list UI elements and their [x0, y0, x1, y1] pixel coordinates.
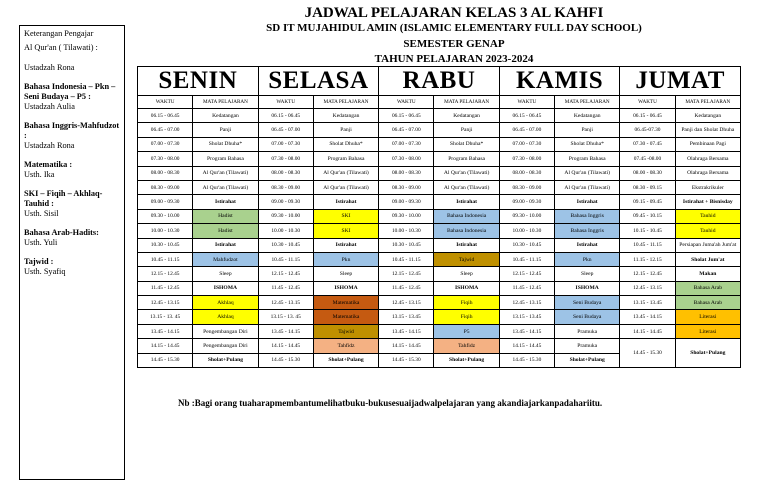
- schedule-table: [137, 66, 741, 368]
- time-cell: 10.30 - 10.45: [499, 238, 554, 252]
- subject-cell: Al Qur'an (Tilawati): [434, 180, 499, 194]
- subject-cell: Sholat+Pulang: [193, 353, 258, 367]
- subject-cell: Program Bahasa: [193, 152, 258, 166]
- subject-cell: Pengembangan Diri: [193, 339, 258, 353]
- teacher-name: Ustadzah Rona: [24, 63, 75, 72]
- time-cell: 07.30 - 08.00: [499, 152, 554, 166]
- subject-cell: Sholat Dhuha*: [434, 137, 499, 151]
- time-cell: 11.45 - 12.45: [379, 281, 434, 295]
- subject-cell: Pramuka: [555, 339, 620, 353]
- subject-cell: Mahfudzot: [193, 252, 258, 266]
- time-column-header: WAKTU: [138, 96, 193, 109]
- time-cell: 06.45 - 07.00: [499, 123, 554, 137]
- time-cell: 06.15 - 06.45: [258, 109, 313, 123]
- subject-cell: Ekstrakrikuler: [675, 180, 740, 194]
- time-column-header: WAKTU: [499, 96, 554, 109]
- subject-column-header: MATA PELAJARAN: [675, 96, 740, 109]
- subject-cell: Istirahat: [555, 195, 620, 209]
- subject-cell: ISHOMA: [193, 281, 258, 295]
- subject-cell: Makan: [675, 267, 740, 281]
- time-cell: 11.45 - 12.45: [138, 281, 193, 295]
- table-row: [138, 180, 741, 194]
- subject-cell: Tahfidz: [313, 339, 378, 353]
- time-cell: 08.30 - 09.00: [258, 180, 313, 194]
- subject-cell: Pkn: [555, 252, 620, 266]
- subject-column-header: MATA PELAJARAN: [193, 96, 258, 109]
- teacher-name: Ustadzah Rona: [24, 141, 75, 150]
- table-row: [138, 252, 741, 266]
- subject-cell: Al Qur'an (Tilawati): [555, 180, 620, 194]
- time-cell: 10.00 - 10.30: [258, 224, 313, 238]
- subject-cell: Pkn: [313, 252, 378, 266]
- teacher-name: Usth. Syafiq: [24, 267, 66, 276]
- subject-cell: Literasi: [675, 310, 740, 324]
- time-cell: 06.45 - 07.00: [138, 123, 193, 137]
- subject-cell: Istirahat: [193, 238, 258, 252]
- time-cell: 07.00 - 07.30: [258, 137, 313, 151]
- time-cell: 10.45 - 11.15: [379, 252, 434, 266]
- time-cell: 14.15 - 14.45: [379, 339, 434, 353]
- time-cell: 13.45 - 14.15: [620, 310, 675, 324]
- time-cell: 07.00 - 07.30: [379, 137, 434, 151]
- subject-cell: Sholat Dhuha*: [193, 137, 258, 151]
- time-cell: 09.30 - 10.00: [499, 209, 554, 223]
- table-row: [138, 224, 741, 238]
- subject-cell: Pengembangan Diri: [193, 324, 258, 338]
- time-cell: 10.45 - 11.15: [138, 252, 193, 266]
- subject-cell: Matematika: [313, 310, 378, 324]
- subject-column-header: MATA PELAJARAN: [313, 96, 378, 109]
- table-row: [138, 324, 741, 338]
- time-cell: 08.00 - 08.30: [138, 166, 193, 180]
- subject-cell: Istirahat: [193, 195, 258, 209]
- subject-cell: P5: [434, 324, 499, 338]
- subject-cell: Seni Budaya: [555, 296, 620, 310]
- parent-note: Nb :Bagi orang tuaharapmembantumelihatbuku-bukusesuaijadwalpelajaran yang akandiajarkanpadahariitu.: [178, 398, 603, 408]
- time-column-header: WAKTU: [258, 96, 313, 109]
- subject-cell: Program Bahasa: [434, 152, 499, 166]
- subject-cell: Istirahat: [434, 238, 499, 252]
- subject-cell: Olahraga Bersama: [675, 152, 740, 166]
- time-cell: 08.30 - 09.00: [379, 180, 434, 194]
- day-header: KAMIS: [499, 67, 620, 96]
- subject-cell: Fiqih: [434, 296, 499, 310]
- subject-cell: Matematika: [313, 296, 378, 310]
- table-row: [138, 238, 741, 252]
- table-row: [138, 209, 741, 223]
- teacher-name: Usth. Ika: [24, 170, 55, 179]
- teacher-subject: Al Qur'an ( Tilawati) :: [24, 43, 98, 52]
- subject-cell: Bahasa Indonesia: [434, 209, 499, 223]
- subject-cell: Olahraga Bersama: [675, 166, 740, 180]
- time-cell: 06.45 - 07.00: [258, 123, 313, 137]
- subject-cell: Kedatangan: [675, 109, 740, 123]
- subject-cell: Hadist: [193, 209, 258, 223]
- subject-cell: Hadist: [193, 224, 258, 238]
- time-cell: 14.45 - 15.30: [499, 353, 554, 367]
- subject-cell: Program Bahasa: [313, 152, 378, 166]
- subject-cell: Panji: [313, 123, 378, 137]
- time-cell: 09.00 - 09.30: [379, 195, 434, 209]
- subject-cell: Bahasa Arab: [675, 296, 740, 310]
- subject-cell: Fiqih: [434, 310, 499, 324]
- subject-cell: Al Qur'an (Tilawati): [313, 166, 378, 180]
- time-cell: 09.30 - 10.00: [258, 209, 313, 223]
- subject-cell: Istirahat: [434, 195, 499, 209]
- teacher-subject: SKI – Fiqih – Akhlaq- Tauhid :: [24, 189, 103, 208]
- subject-cell: Tahfidz: [434, 339, 499, 353]
- time-cell: 09.00 - 09.30: [499, 195, 554, 209]
- day-header: RABU: [379, 67, 500, 96]
- time-cell: 06.45-07.30: [620, 123, 675, 137]
- subject-cell: Akhlaq: [193, 296, 258, 310]
- subject-cell: Al Qur'an (Tilawati): [313, 180, 378, 194]
- time-cell: 13.15 - 13. 45: [138, 310, 193, 324]
- subject-cell: Sholat+Pulang: [675, 339, 740, 368]
- subject-cell: Panji: [434, 123, 499, 137]
- table-row: [138, 310, 741, 324]
- time-cell: 08.30 - 09.00: [499, 180, 554, 194]
- day-header: SENIN: [138, 67, 259, 96]
- subject-cell: Sleep: [434, 267, 499, 281]
- subject-cell: Istirahat: [313, 238, 378, 252]
- subject-cell: Al Qur'an (Tilawati): [193, 166, 258, 180]
- table-row: [138, 195, 741, 209]
- subject-cell: Tauhid: [675, 209, 740, 223]
- subject-cell: Kedatangan: [555, 109, 620, 123]
- teacher-name: Usth. Sisil: [24, 209, 59, 218]
- subject-cell: Al Qur'an (Tilawati): [193, 180, 258, 194]
- subject-cell: Bahasa Indonesia: [434, 224, 499, 238]
- subject-cell: ISHOMA: [434, 281, 499, 295]
- time-cell: 13.45 - 14.15: [258, 324, 313, 338]
- time-cell: 09.00 - 09.30: [138, 195, 193, 209]
- time-cell: 10.30 - 10.45: [138, 238, 193, 252]
- time-cell: 12.15 - 12.45: [258, 267, 313, 281]
- subject-cell: Sholat+Pulang: [555, 353, 620, 367]
- time-cell: 13.45 - 14.15: [499, 324, 554, 338]
- time-cell: 08.30 - 09.15: [620, 180, 675, 194]
- time-cell: 10.45 - 11.15: [258, 252, 313, 266]
- teacher-panel: [19, 25, 125, 480]
- subject-cell: Sleep: [555, 267, 620, 281]
- time-cell: 09.15 - 09.45: [620, 195, 675, 209]
- subject-cell: Pembinaan Pagi: [675, 137, 740, 151]
- time-cell: 13.15 - 13.45: [620, 296, 675, 310]
- subject-cell: Sholat+Pulang: [434, 353, 499, 367]
- teacher-list: [24, 43, 120, 286]
- time-cell: 13.15 - 13.45: [379, 310, 434, 324]
- teacher-subject: Bahasa Arab-Hadits:: [24, 228, 99, 237]
- time-cell: 08.00 - 08.30: [499, 166, 554, 180]
- subject-cell: Bahasa Inggris: [555, 224, 620, 238]
- time-cell: 07.30 - 07.45: [620, 137, 675, 151]
- subject-cell: Al Qur'an (Tilawati): [555, 166, 620, 180]
- table-row: [138, 109, 741, 123]
- teacher-subject: Bahasa Inggris-Mahfudzot :: [24, 121, 120, 140]
- time-cell: 14.15 - 14.45: [258, 339, 313, 353]
- semester-label: SEMESTER GENAP: [403, 38, 505, 50]
- time-cell: 10.00 - 10.30: [138, 224, 193, 238]
- time-cell: 07.00 - 07.30: [499, 137, 554, 151]
- time-cell: 13.15 - 13.45: [499, 310, 554, 324]
- table-row: [138, 339, 741, 353]
- subject-cell: Kedatangan: [313, 109, 378, 123]
- time-cell: 12.45 - 13.15: [620, 281, 675, 295]
- day-header: JUMAT: [620, 67, 741, 96]
- time-cell: 12.45 - 13.15: [258, 296, 313, 310]
- subject-cell: Akhlaq: [193, 310, 258, 324]
- subject-cell: Program Bahasa: [555, 152, 620, 166]
- teacher-panel-heading: Keterangan Pengajar: [24, 29, 94, 38]
- time-cell: 07.30 - 08.00: [379, 152, 434, 166]
- time-cell: 08.00 - 08.30: [258, 166, 313, 180]
- time-cell: 12.15 - 12.45: [620, 267, 675, 281]
- subject-cell: Panji dan Sholat Dhuha: [675, 123, 740, 137]
- school-name: SD IT MUJAHIDUL AMIN (ISLAMIC ELEMENTARY FULL DAY SCHOOL): [266, 22, 642, 34]
- table-row: [138, 281, 741, 295]
- teacher-subject: Bahasa Indonesia – Pkn – Seni Budaya – P5 :: [24, 82, 116, 101]
- time-cell: 06.15 - 06.45: [379, 109, 434, 123]
- subject-cell: Istirahat + Bisnisday: [675, 195, 740, 209]
- time-cell: 13.45 - 14.15: [138, 324, 193, 338]
- subject-cell: Tauhid: [675, 224, 740, 238]
- time-cell: 08.00 - 08.30: [620, 166, 675, 180]
- subject-cell: Literasi: [675, 324, 740, 338]
- time-cell: 07.30 - 08.00: [258, 152, 313, 166]
- subject-cell: Bahasa Arab: [675, 281, 740, 295]
- subject-cell: Tajwid: [434, 252, 499, 266]
- subject-cell: Sholat Dhuha*: [555, 137, 620, 151]
- time-cell: 10.45 - 11.15: [499, 252, 554, 266]
- teacher-name: Usth. Yuli: [24, 238, 58, 247]
- time-cell: 12.15 - 12.45: [138, 267, 193, 281]
- table-row: [138, 166, 741, 180]
- time-cell: 14.45 - 15.30: [258, 353, 313, 367]
- teacher-name: Ustadzah Aulia: [24, 102, 75, 111]
- time-cell: 11.45 - 12.45: [258, 281, 313, 295]
- subject-column-header: MATA PELAJARAN: [555, 96, 620, 109]
- subject-cell: Al Qur'an (Tilawati): [434, 166, 499, 180]
- time-cell: 06.45 - 07.00: [379, 123, 434, 137]
- time-cell: 10.30 - 10.45: [258, 238, 313, 252]
- time-cell: 14.15 - 14.45: [499, 339, 554, 353]
- table-row: [138, 152, 741, 166]
- time-cell: 10.00 - 10.30: [379, 224, 434, 238]
- academic-year: TAHUN PELAJARAN 2023-2024: [374, 53, 534, 65]
- time-cell: 12.45 - 13.15: [138, 296, 193, 310]
- subject-cell: Seni Budaya: [555, 310, 620, 324]
- schedule-title: JADWAL PELAJARAN KELAS 3 AL KAHFI: [304, 5, 604, 21]
- subject-cell: Panji: [193, 123, 258, 137]
- time-cell: 14.15 - 14.45: [138, 339, 193, 353]
- table-row: [138, 137, 741, 151]
- subject-cell: Kedatangan: [193, 109, 258, 123]
- time-cell: 14.15 - 14.45: [620, 324, 675, 338]
- time-cell: 06.15 - 06.45: [138, 109, 193, 123]
- subject-cell: SKI: [313, 224, 378, 238]
- time-cell: 12.15 - 12.45: [499, 267, 554, 281]
- time-cell: 10.45 - 11.15: [620, 238, 675, 252]
- subject-cell: Pramuka: [555, 324, 620, 338]
- time-cell: 14.45 - 15.30: [620, 339, 675, 368]
- time-cell: 07.45 -08.00: [620, 152, 675, 166]
- subject-cell: Istirahat: [555, 238, 620, 252]
- time-cell: 12.45 - 13.15: [499, 296, 554, 310]
- time-cell: 13.15 - 13. 45: [258, 310, 313, 324]
- subject-cell: Panji: [555, 123, 620, 137]
- time-cell: 09.30 - 10.00: [379, 209, 434, 223]
- time-cell: 14.45 - 15.30: [379, 353, 434, 367]
- subject-cell: Persiapan Juma'ah Jum'at: [675, 238, 740, 252]
- time-cell: 08.30 - 09.00: [138, 180, 193, 194]
- time-column-header: WAKTU: [379, 96, 434, 109]
- time-cell: 09.00 - 09.30: [258, 195, 313, 209]
- time-column-header: WAKTU: [620, 96, 675, 109]
- time-cell: 13.45 - 14.15: [379, 324, 434, 338]
- subject-cell: Istirahat: [313, 195, 378, 209]
- day-header: SELASA: [258, 67, 379, 96]
- time-cell: 06.15 - 06.45: [620, 109, 675, 123]
- time-cell: 14.45 - 15.30: [138, 353, 193, 367]
- time-cell: 07.00 - 07.30: [138, 137, 193, 151]
- time-cell: 11.45 - 12.45: [499, 281, 554, 295]
- subject-cell: ISHOMA: [555, 281, 620, 295]
- table-row: [138, 123, 741, 137]
- table-row: [138, 296, 741, 310]
- subject-cell: Sholat Dhuha*: [313, 137, 378, 151]
- time-cell: 08.00 - 08.30: [379, 166, 434, 180]
- time-cell: 10.30 - 10.45: [379, 238, 434, 252]
- subject-cell: Sleep: [313, 267, 378, 281]
- time-cell: 12.45 - 13.15: [379, 296, 434, 310]
- teacher-subject: Tajwid :: [24, 257, 54, 266]
- subject-cell: Sholat+Pulang: [313, 353, 378, 367]
- subject-cell: Sleep: [193, 267, 258, 281]
- subject-cell: Sholat Jum'at: [675, 252, 740, 266]
- subject-cell: ISHOMA: [313, 281, 378, 295]
- time-cell: 09.45 - 10.15: [620, 209, 675, 223]
- time-cell: 11.15 - 12.15: [620, 252, 675, 266]
- subject-cell: Tajwid: [313, 324, 378, 338]
- table-row: [138, 267, 741, 281]
- subject-cell: Bahasa Inggris: [555, 209, 620, 223]
- subject-cell: Kedatangan: [434, 109, 499, 123]
- time-cell: 12.15 - 12.45: [379, 267, 434, 281]
- subject-column-header: MATA PELAJARAN: [434, 96, 499, 109]
- time-cell: 10.00 - 10.30: [499, 224, 554, 238]
- time-cell: 07.30 - 08.00: [138, 152, 193, 166]
- teacher-subject: Matematika :: [24, 160, 73, 169]
- time-cell: 09.30 - 10.00: [138, 209, 193, 223]
- subject-cell: SKI: [313, 209, 378, 223]
- time-cell: 10.15 - 10.45: [620, 224, 675, 238]
- time-cell: 06.15 - 06.45: [499, 109, 554, 123]
